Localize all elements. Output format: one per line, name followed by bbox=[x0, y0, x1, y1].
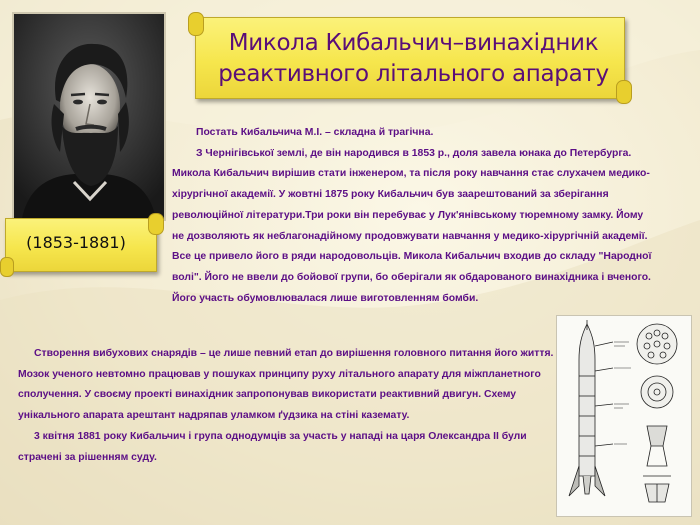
paragraph: З Чернігівської землі, де він народився в 1853 р., доля завела юнака до Петербурга. Микола Кибальчич вирішив стати інженером, та після року навчання стає слухачем медико-хірургічної академії. У жовтні 1875 року Кибальчич був заарештований за зберігання революційної літератури.Три роки він перебуває у Лук'янівському тюремному замку. Йому не дозволяють як неблагонадійному продовжувати навчання у медико-хірургічній академії. Все це привело його в ряди народовольців. Микола Кибальчич входив до складу "Народної волі". Його не ввели до бойової групи, бо оберігали як обдарованого винахідника і вченого. Його участь обумовлювалася лише виготовленням бомби. bbox=[172, 147, 652, 304]
years-banner bbox=[5, 218, 157, 272]
scroll-curl bbox=[188, 12, 204, 36]
scroll-curl bbox=[148, 213, 164, 235]
life-years: (1853-1881) bbox=[26, 233, 126, 252]
paragraph: 3 квітня 1881 року Кибальчич і група однодумців за участь у нападі на царя Олександра ІІ були страчені за рішенням суду. bbox=[18, 430, 527, 463]
rocket-drawing bbox=[557, 316, 691, 516]
biography-text-top bbox=[172, 123, 652, 309]
paragraph: Створення вибухових снарядів – це лише певний етап до вирішення головного питання його життя. Мозок ученого невтомно працював у пошуках принципу руху літального апарату для міжпланетного сполучення. У своєму проекті винахідник запропонував використати реактивний двигун. Схему унікального апарата арештант надряпав уламком ґудзика на стіні каземату. bbox=[18, 348, 554, 422]
portrait-image bbox=[14, 14, 164, 219]
title-banner bbox=[195, 17, 625, 99]
scroll-curl bbox=[616, 80, 632, 104]
paragraph: Постать Кибальчича М.І. – складна й трагічна. bbox=[196, 127, 434, 138]
scroll-curl bbox=[0, 257, 14, 277]
biography-text-bottom bbox=[18, 344, 558, 468]
portrait-photo bbox=[14, 14, 164, 219]
rocket-schematic bbox=[556, 315, 692, 517]
slide-title: Микола Кибальчич–винахідник реактивного літального апарату bbox=[218, 30, 609, 87]
